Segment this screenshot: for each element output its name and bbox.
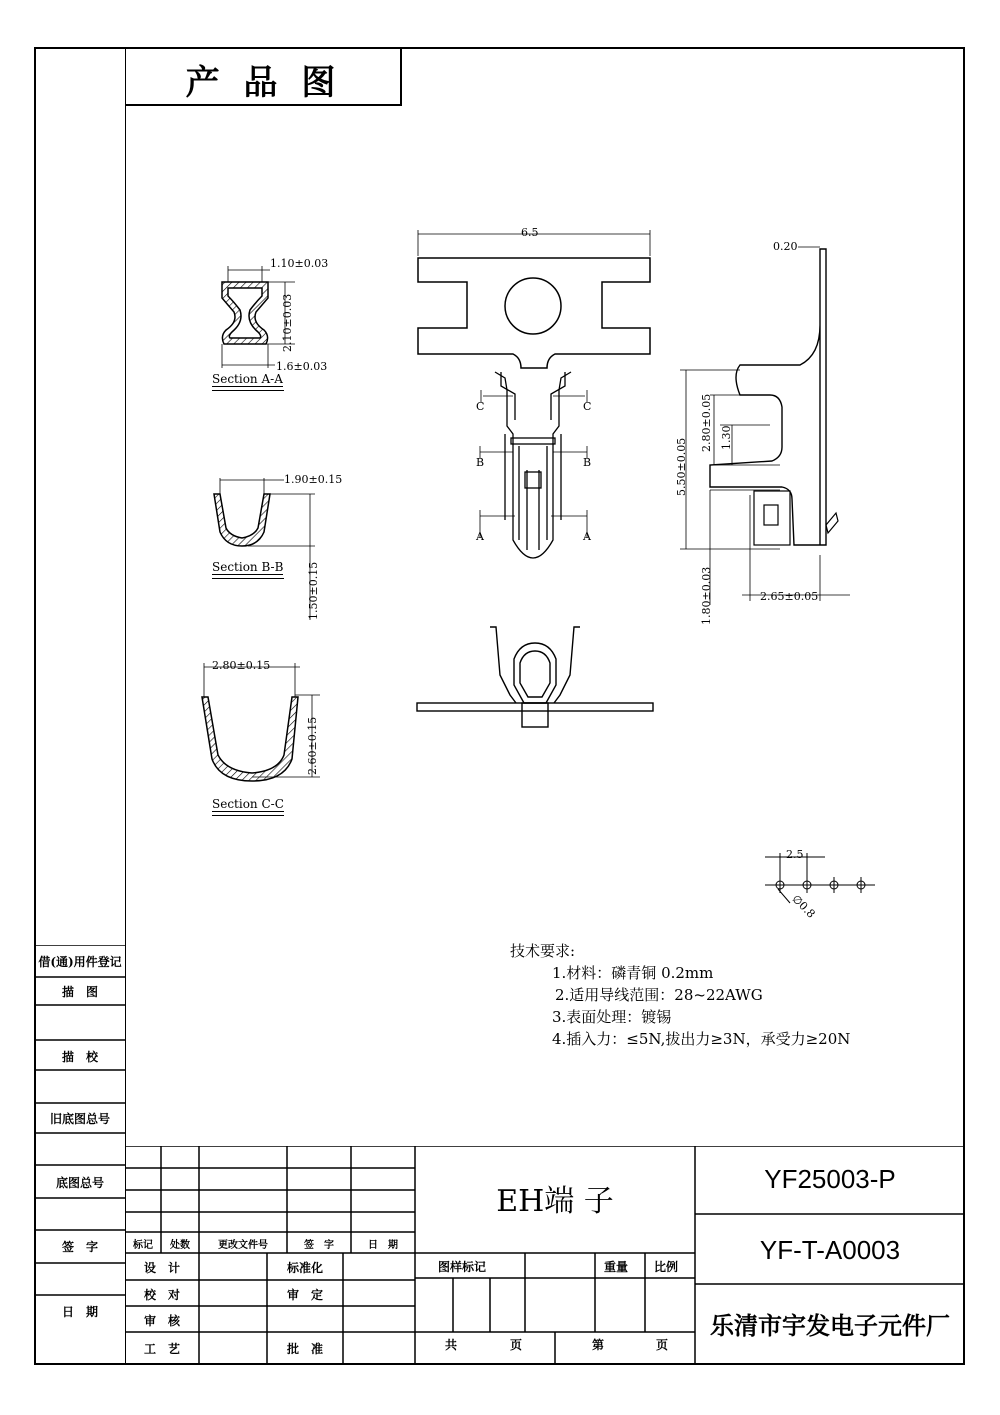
section-cc-profile (202, 697, 298, 781)
sample-mark-label: 图样标记 (438, 1260, 487, 1274)
section-bb-title: Section B-B (212, 560, 284, 574)
pcb-pitch-dim: 2.5 (786, 848, 804, 861)
main-view-width-dim: 6.5 (521, 226, 539, 239)
drawing-number: YF-T-A0003 (759, 1235, 901, 1265)
tech-req-item-3: 3.表面处理：镀锡 (552, 1008, 672, 1026)
carrier-strip (418, 258, 650, 368)
rev-header-doc: 更改文件号 (218, 1240, 268, 1251)
left-strip-item-old-no: 旧底图总号 (49, 1112, 110, 1126)
left-strip-table (35, 945, 125, 1364)
left-strip-item-draw: 描 图 (61, 985, 98, 999)
left-strip-item-sign: 签 字 (61, 1240, 98, 1254)
main-top-view (405, 220, 665, 580)
section-aa-dim-bottom: 1.6±0.03 (276, 360, 328, 373)
sign-row-review: 审 核 (143, 1314, 180, 1328)
section-cc-title: Section C-C (212, 797, 284, 811)
left-strip-lines (35, 945, 125, 1364)
sign-row-approve-final: 审 定 (286, 1288, 323, 1302)
rev-header-count: 处数 (170, 1240, 190, 1251)
section-bb-dim-height: 1.50±0.15 (307, 561, 320, 620)
section-aa-profile (222, 282, 268, 344)
pcb-hole-dim: ∅0.8 (789, 892, 818, 921)
tech-req-heading: 技术要求: (510, 942, 576, 960)
section-bb-underline (212, 578, 284, 579)
section-mark-c-right: C (583, 400, 592, 413)
rev-header-date: 日 期 (368, 1240, 398, 1251)
side-dim-mid: 1.30 (720, 425, 733, 450)
section-cc-underline (212, 815, 284, 816)
section-aa-dim-top: 1.10±0.03 (270, 257, 329, 270)
product-name: EH端 子 (496, 1184, 614, 1219)
sign-row-design: 设 计 (143, 1261, 180, 1275)
sign-row-process: 工 艺 (143, 1342, 180, 1356)
section-aa-title: Section A-A (212, 372, 283, 386)
side-profile (710, 249, 826, 545)
part-number: YF25003-P (764, 1164, 896, 1194)
sheet-label: 第 (592, 1338, 605, 1352)
tech-req-item-4: 4.插入力：≤5N,拔出力≥3N，承受力≥20N (552, 1030, 851, 1048)
pilot-hole (505, 278, 561, 334)
section-mark-b-left: B (476, 456, 485, 469)
section-cc-dim-width: 2.80±0.15 (212, 659, 271, 672)
section-mark-a-left: A (476, 530, 484, 543)
tech-req-item-1: 1.材料：磷青铜 0.2mm (552, 964, 714, 982)
left-strip-item-date: 日 期 (61, 1305, 98, 1319)
page-label: 页 (510, 1338, 523, 1352)
page-title: 产 品 图 (185, 63, 342, 103)
pcb-hole-pattern (760, 845, 890, 925)
sign-row-proof: 校 对 (143, 1288, 180, 1302)
section-mark-a-right: A (583, 530, 591, 543)
side-dim-total-height: 5.50±0.05 (675, 437, 688, 496)
section-bb-dim-width: 1.90±0.15 (284, 473, 343, 486)
section-bb-profile (214, 494, 270, 546)
total-pages-label: 共 (445, 1338, 458, 1352)
sign-row-ratify: 批 准 (286, 1342, 323, 1356)
front-view (410, 615, 660, 735)
section-mark-b-right: B (583, 456, 592, 469)
left-strip-item-base-no: 底图总号 (55, 1176, 104, 1190)
company-name: 乐清市宇发电子元件厂 (710, 1311, 950, 1340)
side-dim-depth: 2.65±0.05 (760, 590, 819, 603)
scale-label: 比例 (654, 1260, 679, 1274)
weight-label: 重量 (604, 1260, 629, 1274)
side-dim-lower: 1.80±0.03 (700, 566, 713, 625)
section-cc-dim-height: 2.60±0.15 (306, 716, 319, 775)
sign-row-standard: 标准化 (286, 1261, 323, 1275)
terminal-body (495, 372, 571, 558)
left-strip-item-register: 借(通)用件登记 (38, 955, 122, 969)
section-mark-c-left: C (476, 400, 485, 413)
section-aa-dim-height: 2.10±0.03 (281, 293, 294, 352)
left-strip-item-check: 描 校 (61, 1050, 98, 1064)
section-aa-underline (212, 390, 284, 391)
page2-label: 页 (656, 1338, 669, 1352)
rev-header-mark: 标记 (133, 1240, 153, 1251)
tech-req-item-2: 2.适用导线范围：28~22AWG (555, 986, 763, 1004)
side-dim-upper: 2.80±0.05 (700, 393, 713, 452)
rev-header-sign: 签 字 (304, 1240, 334, 1251)
side-dim-thickness: 0.20 (773, 240, 798, 253)
